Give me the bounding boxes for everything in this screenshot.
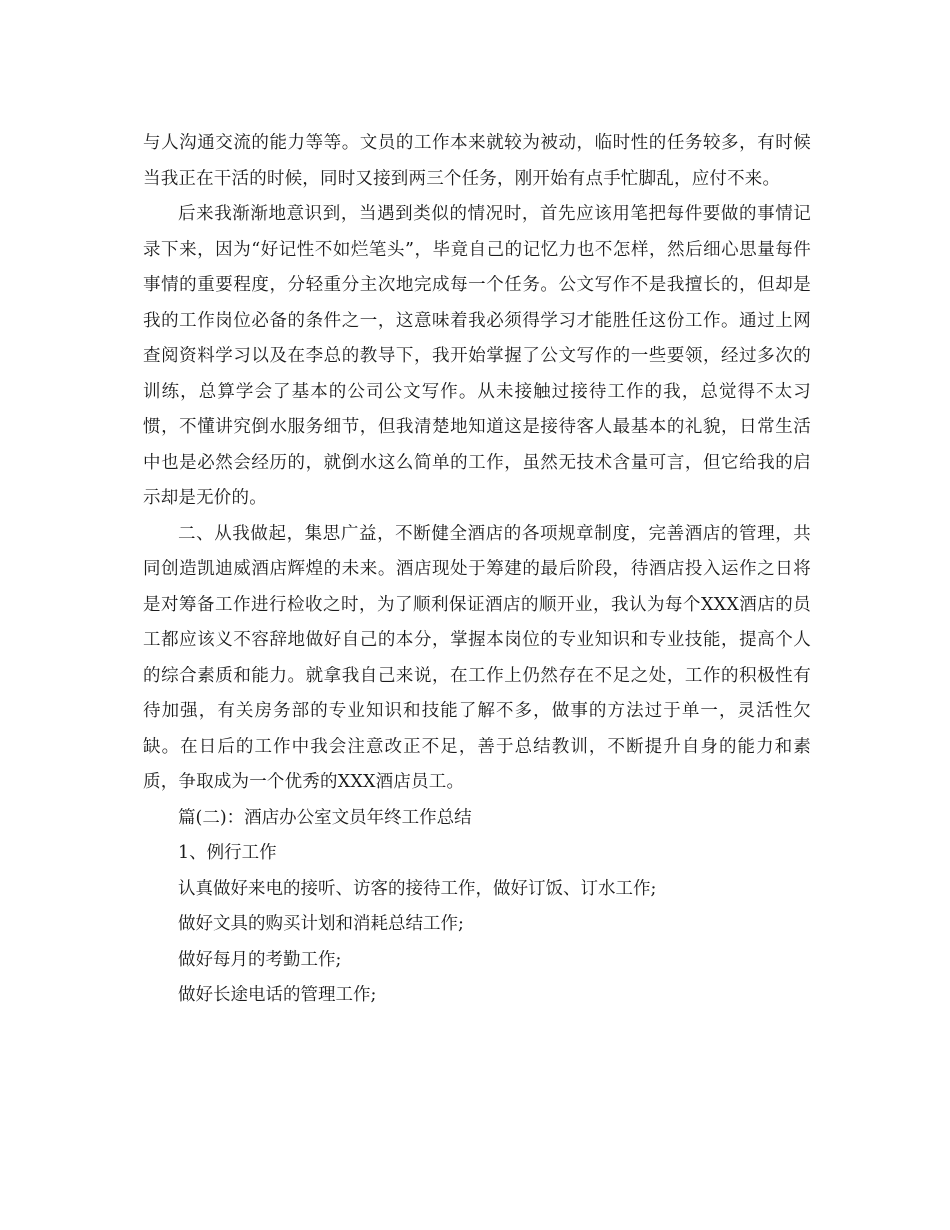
paragraph-realization: 后来我渐渐地意识到，当遇到类似的情况时，首先应该用笔把每件要做的事情记录下来，因为“好记性不如烂笔头”，毕竟自己的记忆力也不怎样，然后细心思量每件事情的重要程度，分轻重分主次地完成每一个任务。公文写作不是我擅长的，但却是我的工作岗位必备的条件之一，这意味着我必须得学习才能胜任这份工作。通过上网查阅资料学习以及在李总的教导下，我开始掌握了公文写作的一些要领，经过多次的训练，总算学会了基本的公司公文写作。从未接触过接待工作的我，总觉得不太习惯，不懂讲究倒水服务细节，但我清楚地知道这是接待客人最基本的礼貌，日常生活中也是必然会经历的，就倒水这么简单的工作，虽然无技术含量可言，但它给我的启示却是无价的。 bbox=[143, 204, 811, 508]
list-item: 做好文具的购买计划和消耗总结工作; bbox=[178, 914, 464, 934]
subheading: 1、例行工作 bbox=[178, 843, 277, 863]
document-body bbox=[143, 126, 811, 1014]
paragraph-continuation: 与人沟通交流的能力等等。文员的工作本来就较为被动，临时性的任务较多，有时候当我正在干活的时候，同时又接到两三个任务，刚开始有点手忙脚乱，应付不来。 bbox=[143, 133, 811, 189]
paragraph-section-two: 二、从我做起，集思广益，不断健全酒店的各项规章制度，完善酒店的管理，共同创造凯迪威酒店辉煌的未来。酒店现处于筹建的最后阶段，待酒店投入运作之日将是对筹备工作进行检收之时，为了顺利保证酒店的顺开业，我认为每个XXX酒店的员工都应该义不容辞地做好自己的本分，掌握本岗位的专业知识和专业技能，提高个人的综合素质和能力。就拿我自己来说，在工作上仍然存在不足之处，工作的积极性有待加强，有关房务部的专业知识和技能了解不多，做事的方法过于单一，灵活性欠缺。在日后的工作中我会注意改正不足，善于总结教训，不断提升自身的能力和素质，争取成为一个优秀的XXX酒店员工。 bbox=[143, 523, 811, 792]
list-item: 做好长途电话的管理工作; bbox=[178, 985, 377, 1005]
section-title: 篇(二)：酒店办公室文员年终工作总结 bbox=[178, 807, 472, 828]
list-item: 认真做好来电的接听、访客的接待工作，做好订饭、订水工作; bbox=[178, 878, 657, 899]
list-item: 做好每月的考勤工作; bbox=[178, 949, 342, 970]
